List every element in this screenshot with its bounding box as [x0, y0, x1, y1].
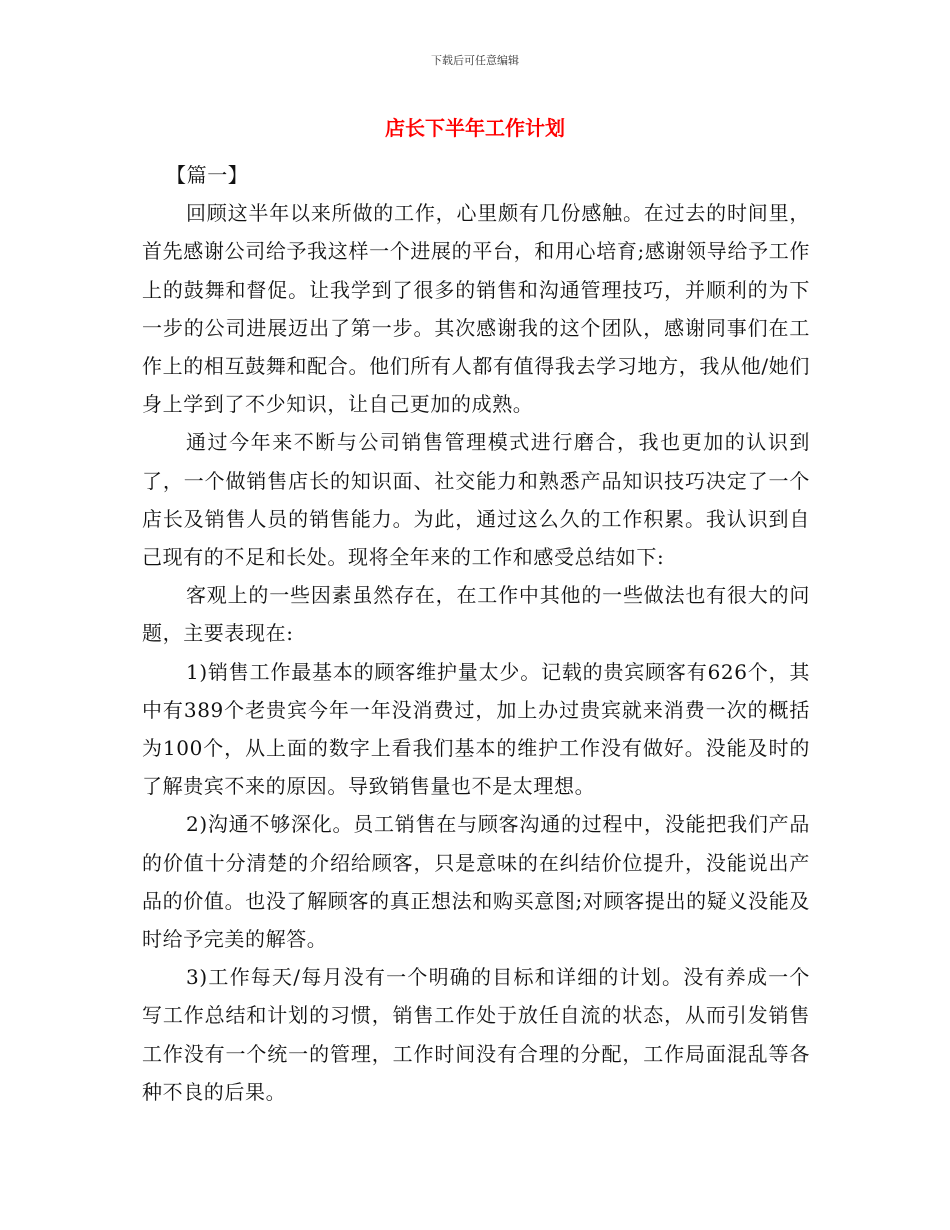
paragraph-review: 回顾这半年以来所做的工作，心里颇有几份感触。在过去的时间里，首先感谢公司给予我这样一个进展的平台，和用心培育;感谢领导给予工作上的鼓舞和督促。让我学到了很多的销售和沟通管理技巧，并顺利的为下一步的公司进展迈出了第一步。其次感谢我的这个团队，感谢同事们在工作上的相互鼓舞和配合。他们所有人都有值得我去学习地方，我从他/她们身上学到了不少知识，让自己更加的成熟。 [142, 201, 810, 417]
paragraph-problem-1: 1)销售工作最基本的顾客维护量太少。记载的贵宾顾客有626个，其中有389个老贵宾今年一年没消费过，加上办过贵宾就来消费一次的概括为100个，从上面的数字上看我们基本的维护工作没有做好。没能及时的了解贵宾不来的原因。导致销售量也不是太理想。 [142, 659, 810, 799]
section-label: 【篇一】 [166, 163, 249, 187]
paragraph-problem-2: 2)沟通不够深化。员工销售在与顾客沟通的过程中，没能把我们产品的价值十分清楚的介绍给顾客，只是意味的在纠结价位提升，没能说出产品的价值。也没了解顾客的真正想法和购买意图;对顾客提出的疑义没能及时给予完美的解答。 [142, 812, 810, 952]
document-body [142, 156, 810, 1111]
paragraph-problem-3: 3)工作每天/每月没有一个明确的目标和详细的计划。没有养成一个写工作总结和计划的习惯，销售工作处于放任自流的状态，从而引发销售工作没有一个统一的管理，工作时间没有合理的分配，工作局面混乱等各种不良的后果。 [142, 965, 810, 1104]
paragraph-problems-intro: 客观上的一些因素虽然存在，在工作中其他的一些做法也有很大的问题，主要表现在: [142, 583, 810, 646]
paragraph-understanding: 通过今年来不断与公司销售管理模式进行磨合，我也更加的认识到了，一个做销售店长的知识面、社交能力和熟悉产品知识技巧决定了一个店长及销售人员的销售能力。为此，通过这么久的工作积累。我认识到自己现有的不足和长处。现将全年来的工作和感受总结如下: [142, 430, 810, 570]
document-title: 店长下半年工作计划 [385, 116, 565, 140]
page-header-note: 下载后可任意编辑 [431, 54, 519, 67]
